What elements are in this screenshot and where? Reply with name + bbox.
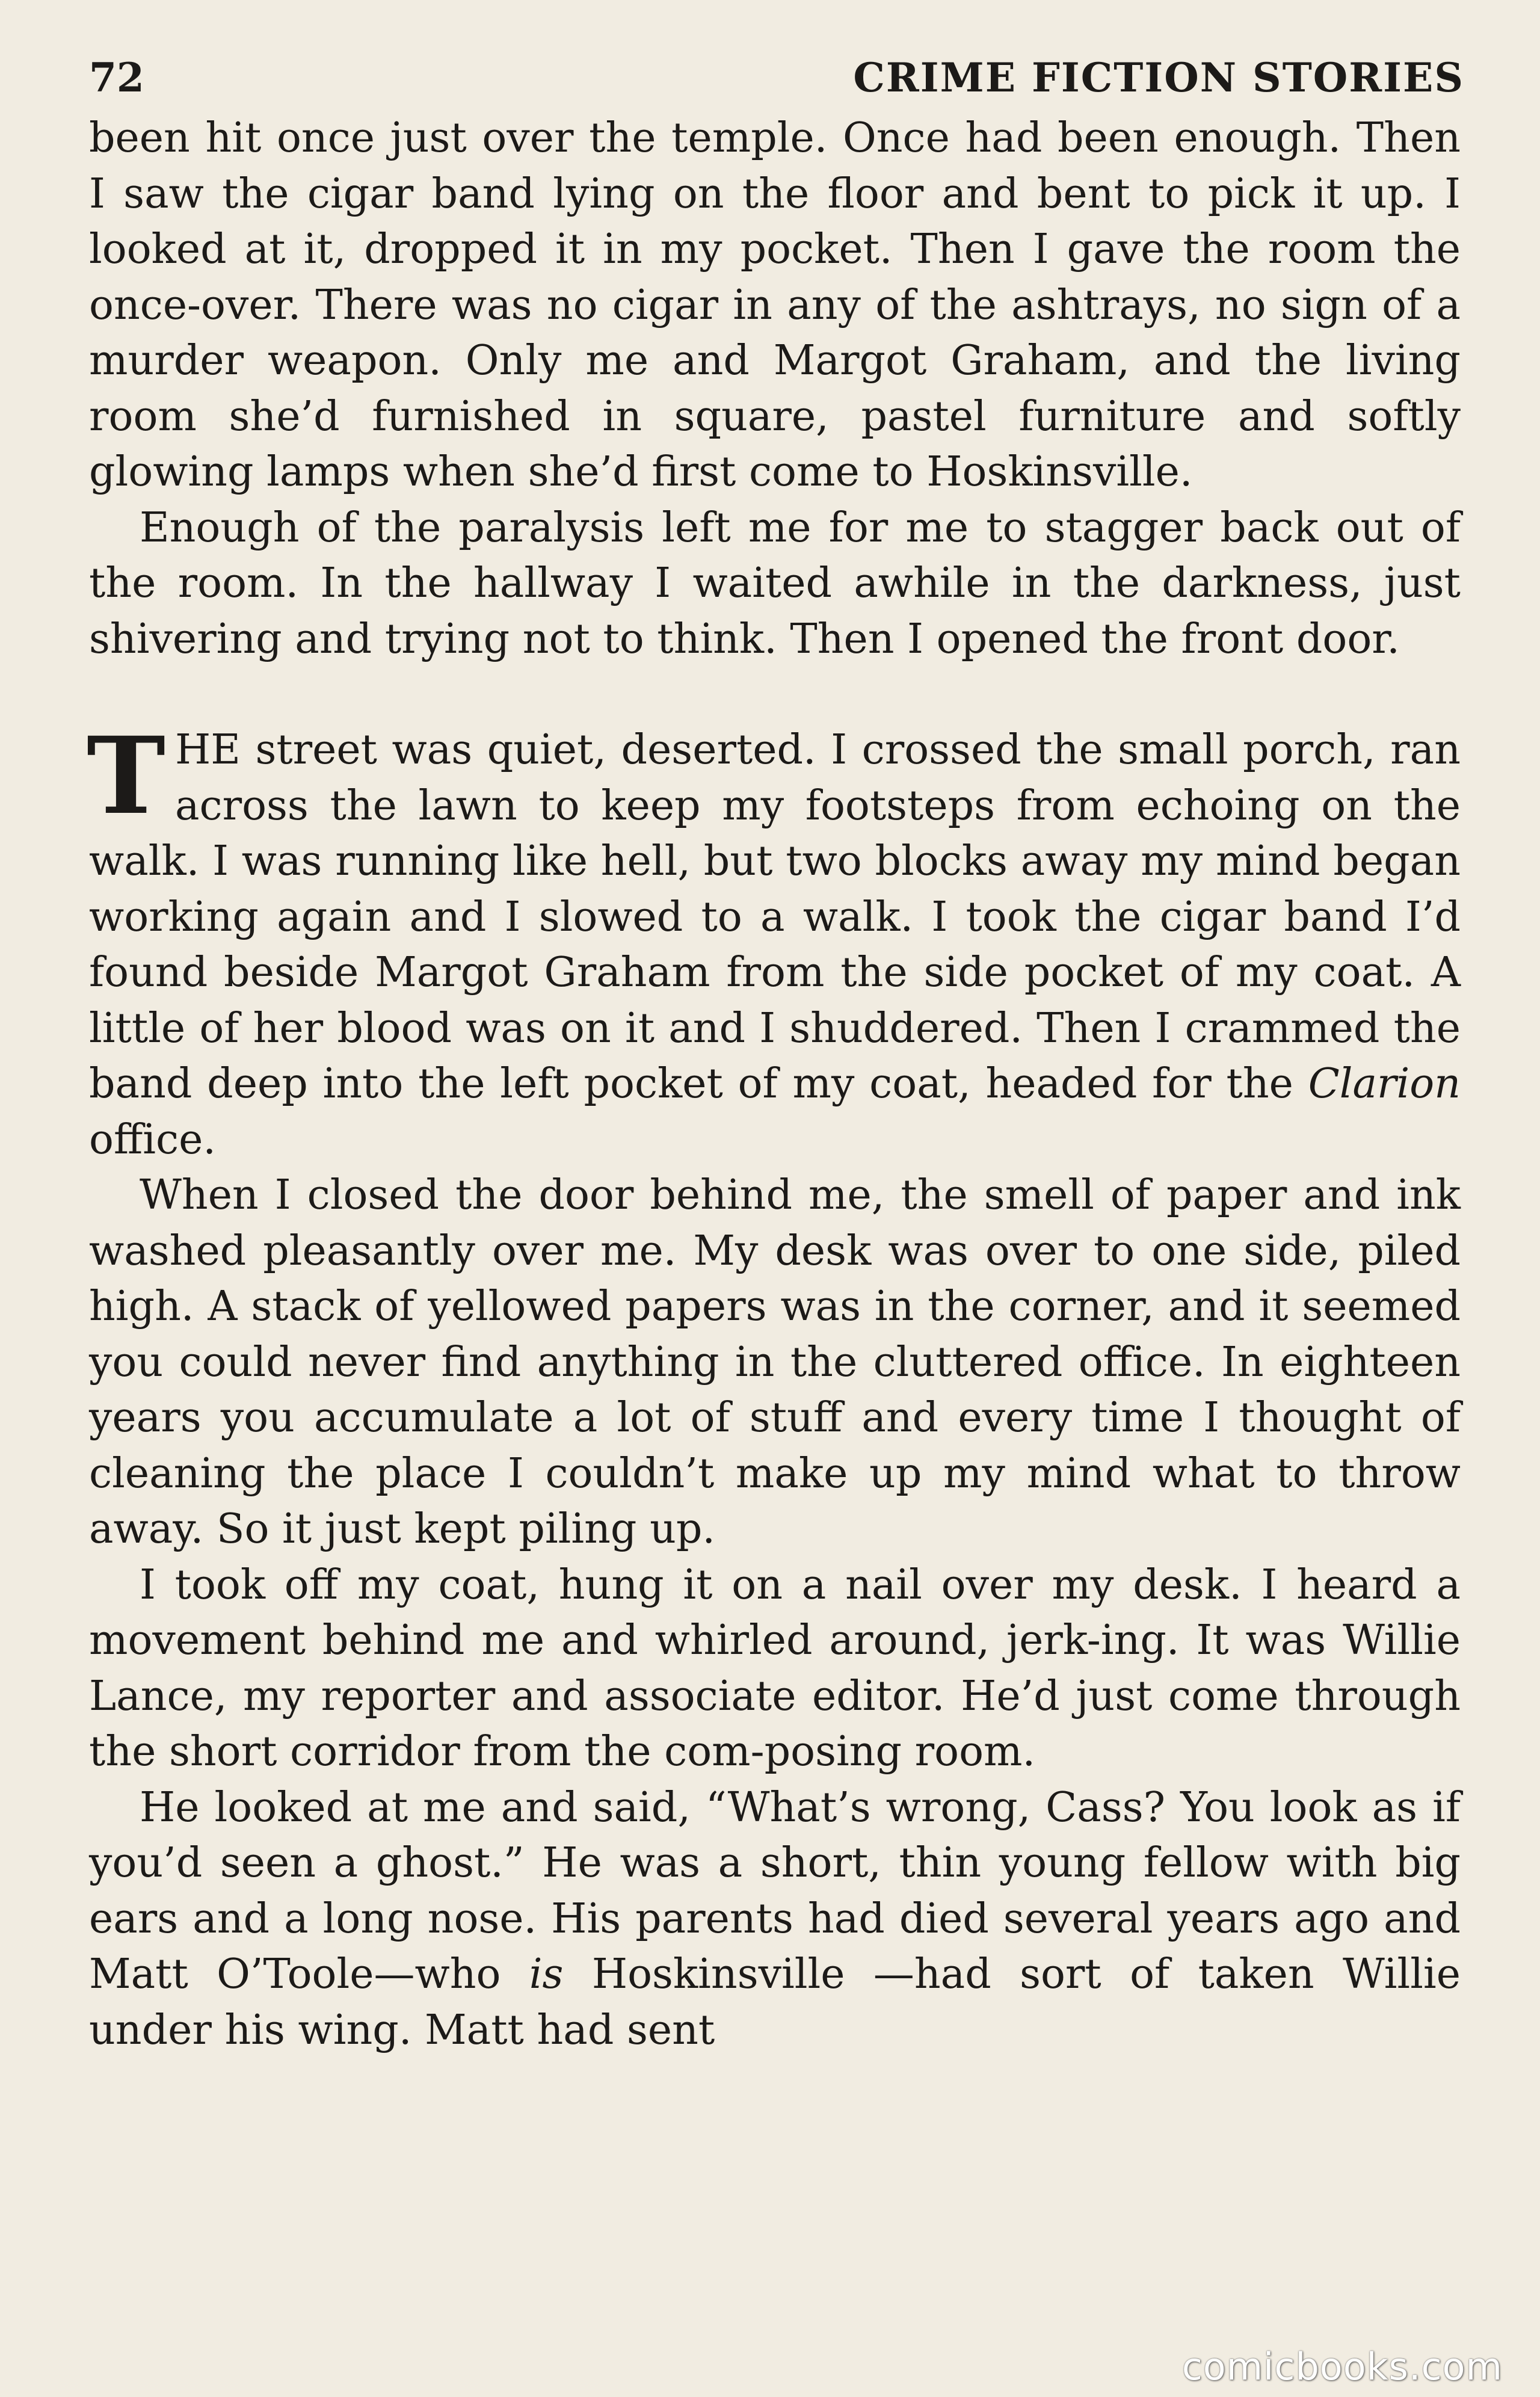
paragraph-2: Enough of the paralysis left me for me to stagger back out of the room. In the hallway I waited awhile in the darkness, just shivering and trying not to think. Then I opened the front door. [89,504,1461,663]
paragraph-6-text-b: Hoskinsville —had sort of taken Willie under his wing. Matt had sent [89,1951,1461,2054]
paragraph-3 [87,714,1461,1168]
watermark: comicbooks.com [1181,2345,1503,2389]
paragraph-3-text-a: HE street was quiet, deserted. I crossed the small porch, ran across the lawn to keep my footsteps from echoing on the walk. I was running like hell, but two blocks away my mind began working again and I slowed to a walk. I took the cigar band I’d found beside Margot Graham from the side pocket of my coat. A little of her blood was on it and I shuddered. Then I crammed the band deep into the left pocket of my coat, headed for the [89,726,1461,1108]
book-page [87,45,1464,2058]
running-head: CRIME FICTION STORIES [853,54,1464,101]
paragraph-4: When I closed the door behind me, the smell of paper and ink washed pleasantly over me. My desk was over to one side, piled high. A stack of yellowed papers was in the corner, and it seemed you could never find anything in the cluttered office. In eighteen years you accumulate a lot of stuff and every time I thought of cleaning the place I couldn’t make up my mind what to throw away. So it just kept piling up. [89,1171,1461,1553]
emphasis-word: is [529,1951,564,1998]
body-text [89,111,1461,2058]
drop-cap: T [87,714,165,838]
paragraph-1: been hit once just over the temple. Once had been enough. Then I saw the cigar band lying on the floor and bent to pick it up. I looked at it, dropped it in my pocket. Then I gave the room the once-over. There was no cigar in any of the ashtrays, no sign of a murder weapon. Only me and Margot Graham, and the living room she’d furnished in square, pastel furniture and softly glowing lamps when she’d first come to Hoskinsville. [89,114,1461,496]
paragraph-6-text-a: He looked at me and said, “What’s wrong, Cass? You look as if you’d seen a ghost.” He was a short, thin young fellow with big ears and a long nose. His parents had died several years ago and Matt O’Toole—who [89,1783,1461,1998]
paragraph-6 [89,1780,1461,2059]
page-number: 72 [89,54,144,101]
paragraph-5: I took off my coat, hung it on a nail over my desk. I heard a movement behind me and whirled around, jerk-ing. It was Willie Lance, my reporter and associate editor. He’d just come through the short corridor from the com-posing room. [89,1561,1461,1775]
paragraph-3-text-b: office. [89,1115,216,1164]
newspaper-name: Clarion [1308,1060,1461,1108]
page-header [89,45,1464,111]
